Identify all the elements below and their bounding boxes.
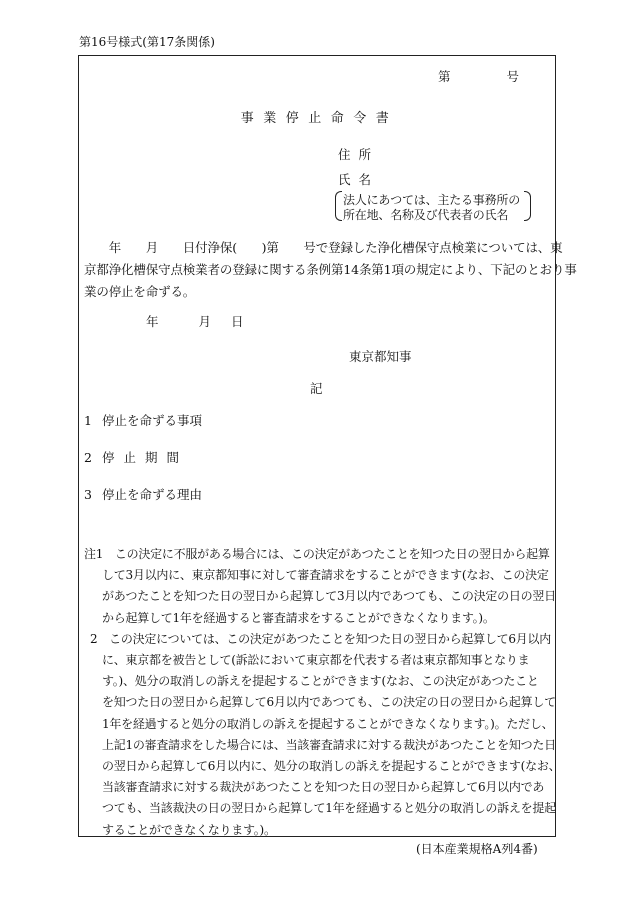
notes: [84, 544, 561, 841]
name-label: 氏名: [338, 172, 380, 187]
item-number: 3: [84, 487, 92, 502]
order-body: [84, 237, 577, 303]
note1-line: があつたことを知つた日の翌日から起算して3月以内であつても、この決定の日の翌日: [102, 589, 556, 604]
item-label: 停止を命ずる事項: [102, 413, 203, 428]
item-2: [84, 448, 188, 466]
go-label: 号: [506, 69, 520, 84]
item-number: 2: [84, 450, 92, 465]
note2-line: 当該審査請求に対する裁決があつたことを知つた日の翌日から起算して6月以内であ: [102, 780, 545, 795]
issue-date: [146, 312, 244, 330]
item-1: [84, 411, 202, 429]
item-number: 1: [84, 413, 92, 428]
note1-line: して3月以内に、東京都知事に対して審査請求をすることができます(なお、この決定: [102, 568, 549, 583]
corporate-note-line2: 所在地、名称及び代表者の氏名: [343, 208, 509, 222]
item-label: 停止を命ずる理由: [102, 487, 203, 502]
left-bracket: [335, 191, 342, 221]
order-body-line3: 業の停止を命ずる。: [84, 284, 196, 299]
dai-label: 第: [438, 69, 451, 84]
document-number: [438, 67, 519, 85]
paper-size-spec: (日本産業規格A列4番): [416, 842, 538, 856]
address-label: 住所: [338, 147, 380, 162]
note2-line: を知つた日の翌日から起算して6月以内であつても、この決定の日の翌日から起算して: [102, 695, 556, 710]
date-day: 日: [231, 314, 244, 329]
note2-line: 1年を経過すると処分の取消しの訴えを提起することができなくなります。)。ただし、: [102, 716, 554, 731]
note2-line: に、東京都を被告として(訴訟において東京都を代表する者は東京都知事となりま: [102, 653, 530, 668]
corporate-note: [335, 190, 531, 220]
document-title: 事業停止命令書: [240, 111, 399, 126]
note1-line: から起算して1年を経過すると審査請求をすることができなくなります。)。: [102, 610, 495, 625]
date-year: 年: [146, 314, 159, 329]
note2-line: 上記1の審査請求をした場合には、当該審査請求に対する裁決があつたことを知つた日: [102, 737, 556, 752]
note2-line: す。)、処分の取消しの訴えを提起することができます(なお、この決定があつたこと: [102, 674, 539, 689]
note2-line: 2 この決定については、この決定があつたことを知つた日の翌日から起算して6月以内: [90, 631, 552, 646]
order-body-line1: 年 月 日付浄保( )第 号で登録した浄化槽保守点検業については、東: [84, 240, 563, 255]
item-label: 停止期間: [102, 450, 189, 465]
note2-line: の翌日から起算して6月以内に、処分の取消しの訴えを提起することができます(なお、: [102, 759, 561, 774]
right-bracket: [524, 191, 531, 221]
form-number: 第16号様式(第17条関係): [79, 35, 215, 49]
corporate-note-line1: 法人にあつては、主たる事務所の: [343, 193, 521, 207]
order-body-line2: 京都浄化槽保守点検業者の登録に関する条例第14条第1項の規定により、下記のとおり事: [84, 262, 577, 277]
item-3: [84, 485, 202, 503]
date-month: 月: [198, 314, 212, 329]
note2-line: することができなくなります。)。: [102, 822, 276, 837]
note1-line: 注1 この決定に不服がある場合には、この決定があつたことを知つた日の翌日から起算: [84, 547, 550, 561]
note2-line: つても、当該裁決の日の翌日から起算して1年を経過すると処分の取消しの訴えを提起: [102, 801, 556, 816]
ki-heading: 記: [310, 381, 323, 396]
issuer: 東京都知事: [349, 349, 412, 364]
